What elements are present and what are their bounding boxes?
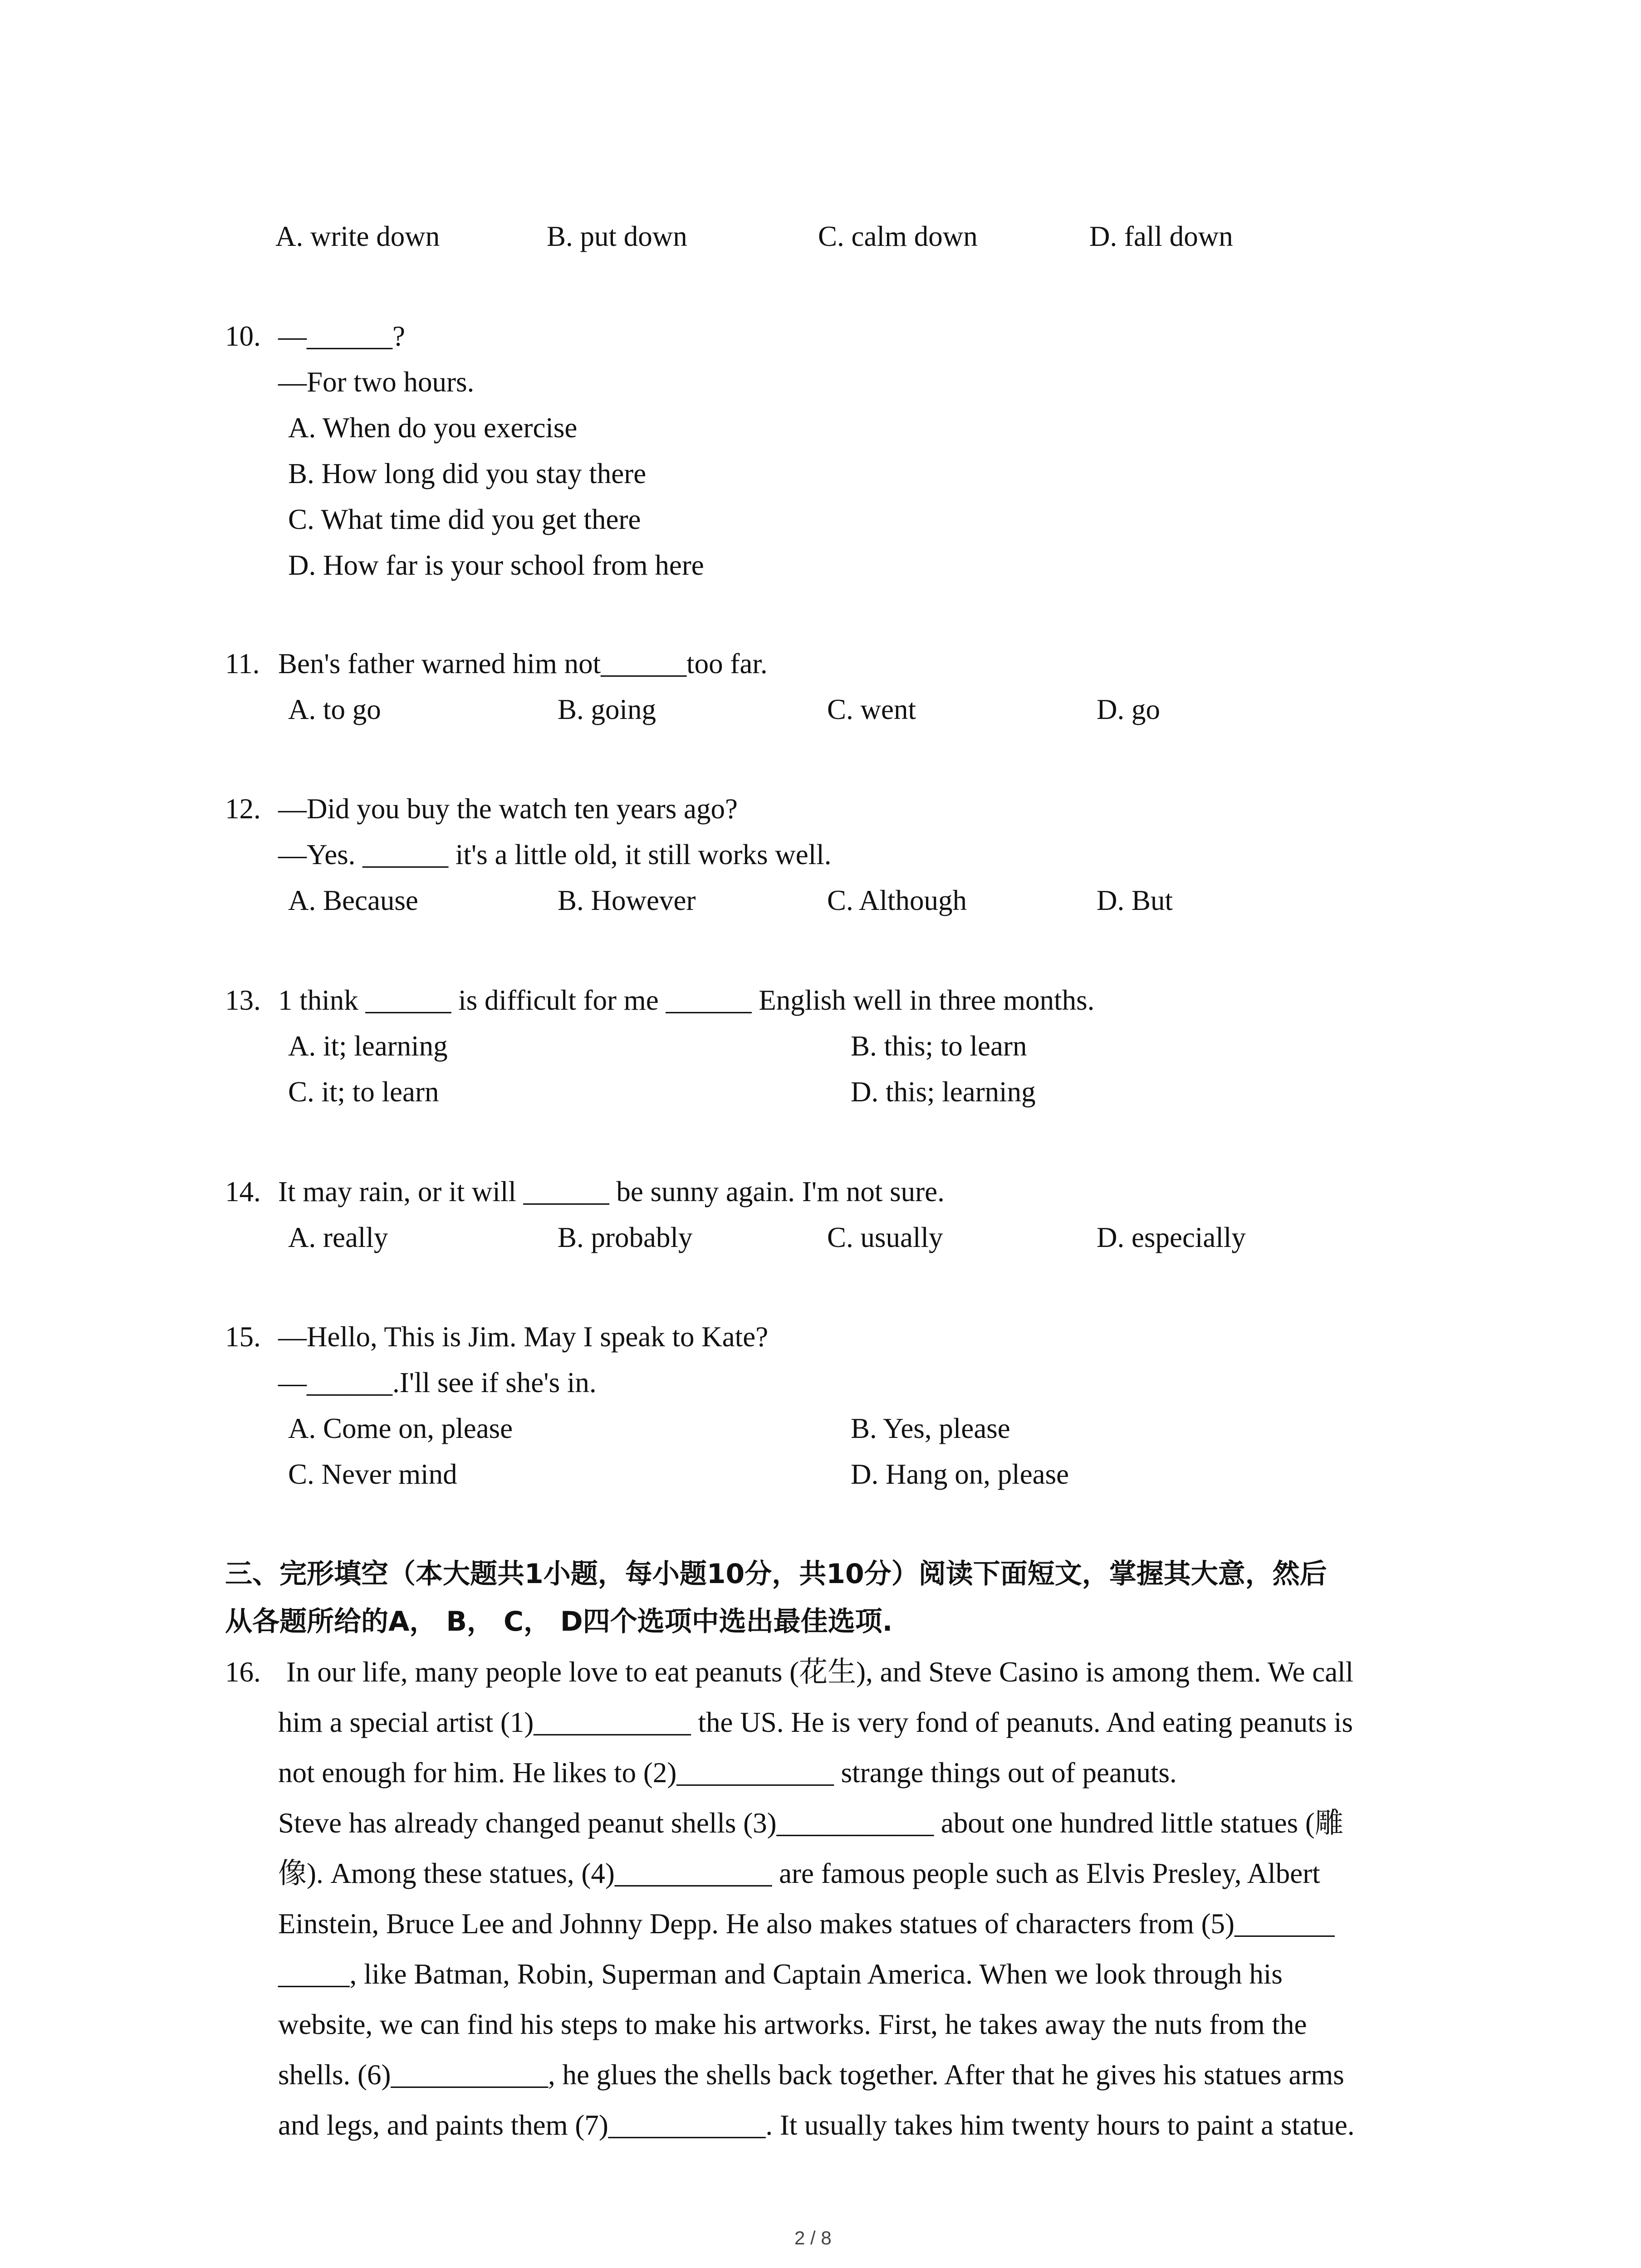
section-3-heading-line2: 从各题所给的A， B， C， D四个选项中选出最佳选项.	[225, 1606, 893, 1637]
page-number: 2 / 8	[794, 2227, 832, 2248]
q10-stem: —______?	[278, 320, 405, 352]
q15-option-c: C. Never mind	[288, 1458, 457, 1490]
q14-stem: It may rain, or it will ______ be sunny again. I'm not sure.	[278, 1176, 945, 1207]
q12-stem: —Did you buy the watch ten years ago?	[278, 793, 738, 825]
q11-option-d: D. go	[1097, 694, 1160, 725]
q15-option-b: B. Yes, please	[851, 1413, 1010, 1444]
q15-number: 15.	[225, 1321, 261, 1353]
q14-option-d: D. especially	[1097, 1222, 1246, 1253]
q15-option-d: D. Hang on, please	[851, 1458, 1069, 1490]
q12-option-d: D. But	[1097, 885, 1173, 916]
q16-line: shells. (6)___________, he glues the shells back together. After that he gives his statues arms	[278, 2059, 1344, 2091]
q9-option-d: D. fall down	[1089, 220, 1233, 252]
q14-number: 14.	[225, 1176, 261, 1207]
q16-number: 16.	[225, 1656, 261, 1688]
q9-option-a: A. write down	[275, 220, 440, 252]
q14-option-c: C. usually	[827, 1222, 943, 1253]
q16-line: him a special artist (1)___________ the US. He is very fond of peanuts. And eating peanuts is	[278, 1706, 1353, 1738]
q12-option-a: A. Because	[288, 885, 418, 916]
q16-line: Steve has already changed peanut shells (3)___________ about one hundred little statues (雕	[278, 1807, 1343, 1839]
q9-option-b: B. put down	[547, 220, 687, 252]
q16-line: _____, like Batman, Robin, Superman and Captain America. When we look through his	[278, 1958, 1283, 1990]
q12-number: 12.	[225, 793, 261, 825]
q10-option-a: A. When do you exercise	[288, 412, 578, 444]
q11-option-c: C. went	[827, 694, 916, 725]
q15-reply: —______.I'll see if she's in.	[278, 1367, 597, 1398]
q11-option-b: B. going	[558, 694, 656, 725]
q12-option-c: C. Although	[827, 885, 967, 916]
q16-line: not enough for him. He likes to (2)___________ strange things out of peanuts.	[278, 1757, 1177, 1789]
q13-option-c: C. it; to learn	[288, 1076, 439, 1108]
q14-option-b: B. probably	[558, 1222, 693, 1253]
q10-option-d: D. How far is your school from here	[288, 549, 704, 581]
q11-number: 11.	[225, 648, 260, 679]
q10-number: 10.	[225, 320, 261, 352]
q13-option-b: B. this; to learn	[851, 1030, 1027, 1062]
q16-line: website, we can find his steps to make his artworks. First, he takes away the nuts from the	[278, 2009, 1307, 2040]
q13-option-a: A. it; learning	[288, 1030, 448, 1062]
q10-reply: —For two hours.	[278, 366, 475, 398]
section-3-heading-line1: 三、完形填空（本大题共1小题，每小题10分，共10分）阅读下面短文，掌握其大意，然后	[225, 1558, 1327, 1590]
q16-line: In our life, many people love to eat peanuts (花生), and Steve Casino is among them. We call	[286, 1656, 1354, 1688]
q10-option-b: B. How long did you stay there	[288, 458, 647, 489]
q11-stem: Ben's father warned him not______too far.	[278, 648, 768, 679]
q16-line: 像). Among these statues, (4)___________ are famous people such as Elvis Presley, Albert	[278, 1857, 1320, 1889]
q11-option-a: A. to go	[288, 694, 381, 725]
q13-option-d: D. this; learning	[851, 1076, 1036, 1108]
q12-option-b: B. However	[558, 885, 696, 916]
q16-line: Einstein, Bruce Lee and Johnny Depp. He also makes statues of characters from (5)_______	[278, 1908, 1335, 1940]
q15-option-a: A. Come on, please	[288, 1413, 513, 1444]
q12-reply: —Yes. ______ it's a little old, it still works well.	[278, 839, 832, 870]
q16-line: and legs, and paints them (7)___________. It usually takes him twenty hours to paint a statue.	[278, 2109, 1355, 2141]
q9-option-c: C. calm down	[818, 220, 978, 252]
q14-option-a: A. really	[288, 1222, 388, 1253]
q13-number: 13.	[225, 984, 261, 1016]
q13-stem: 1 think ______ is difficult for me ______ English well in three months.	[278, 984, 1095, 1016]
q10-option-c: C. What time did you get there	[288, 503, 641, 535]
q15-stem: —Hello, This is Jim. May I speak to Kate?	[278, 1321, 769, 1353]
